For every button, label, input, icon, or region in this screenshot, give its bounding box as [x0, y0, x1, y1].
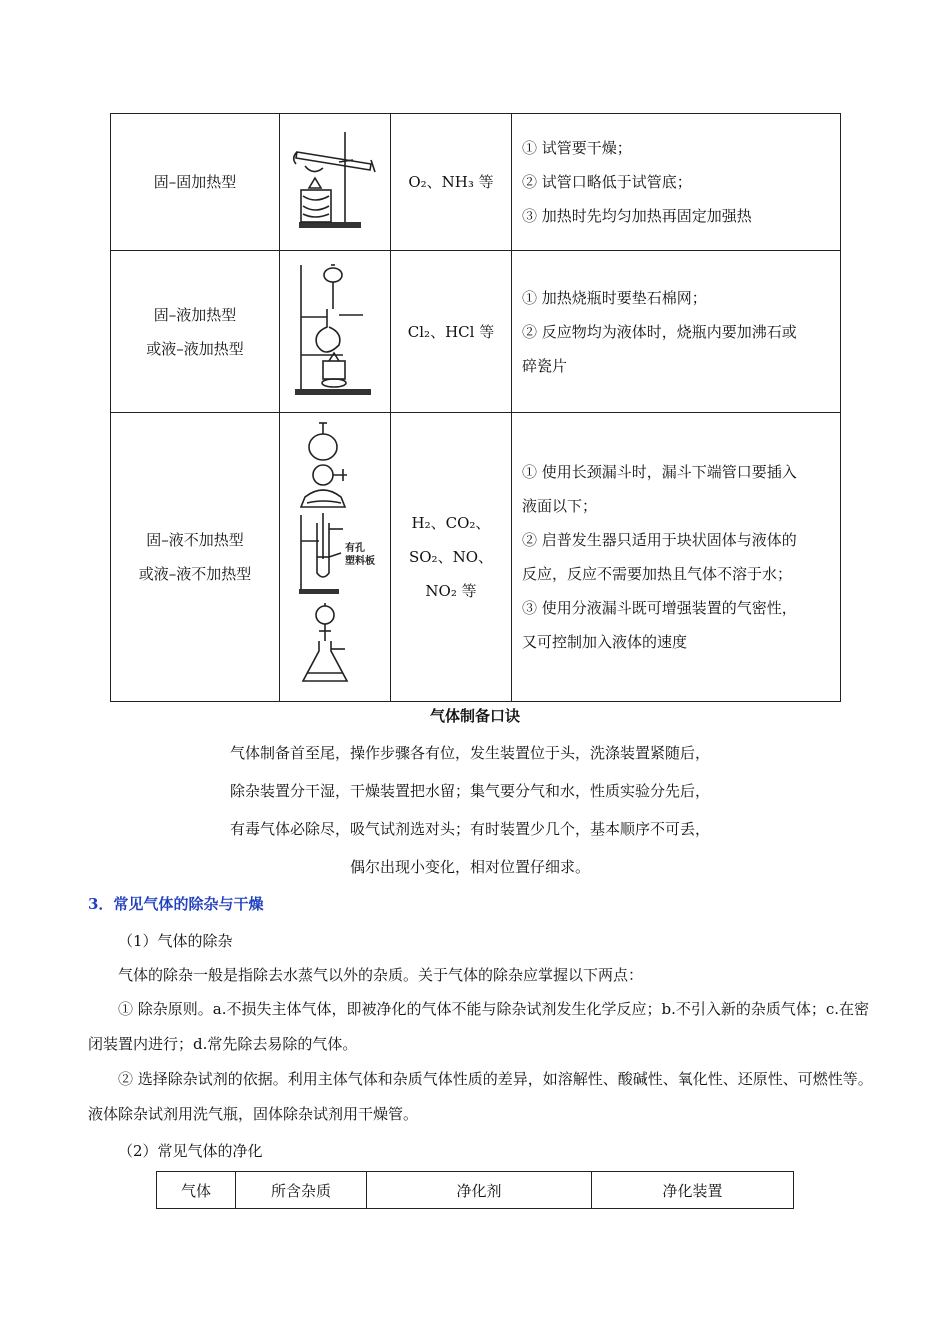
- gases-cell: [391, 114, 512, 251]
- note-line: 反应，反应不需要加热且气体不溶于水；: [522, 565, 793, 583]
- paragraph: 气体的除杂一般是指除去水蒸气以外的杂质。关于气体的除杂应掌握以下两点：: [118, 966, 644, 984]
- solid-solid-heating-apparatus-icon: [287, 126, 383, 238]
- subheading: （1）气体的除杂: [118, 932, 233, 950]
- rhyme-line: 偶尔出现小变化，相对位置仔细求。: [349, 858, 590, 876]
- rhyme-line: 除杂装置分干湿，干燥装置把水留；集气要分气和水，性质实验分先后，: [229, 782, 710, 800]
- notes-cell: [512, 114, 841, 251]
- table-row: [111, 413, 841, 702]
- notes-cell: [512, 251, 841, 413]
- gases-cell: [391, 413, 512, 702]
- column-header: 净化装置: [592, 1172, 794, 1209]
- table-row: [111, 114, 841, 251]
- apparatus-label: 塑料板: [345, 556, 375, 567]
- note-line: 碎瓷片: [522, 356, 568, 375]
- note-line: ③ 加热时先均匀加热再固定加强热: [522, 207, 752, 225]
- device-type-cell: [111, 413, 280, 702]
- note-line: ② 反应物均为液体时，烧瓶内要加沸石或: [522, 322, 797, 341]
- rhyme-line: 气体制备首至尾，操作步骤各有位，发生装置位于头，洗涤装置紧随后，: [229, 744, 710, 762]
- device-type-cell: [111, 114, 280, 251]
- column-header: 净化剂: [367, 1172, 592, 1209]
- column-header: 所含杂质: [236, 1172, 367, 1209]
- table-header-row: [157, 1172, 794, 1209]
- device-type-alt: 或液–液不加热型: [138, 565, 252, 583]
- apparatus-cell: [280, 251, 391, 413]
- note-line: ② 启普发生器只适用于块状固体与液体的: [522, 531, 797, 549]
- gas-preparation-table: [110, 113, 841, 702]
- device-type: 固–液加热型: [153, 305, 237, 324]
- solid-liquid-heating-apparatus-icon: [287, 257, 383, 407]
- gases-text: Cl₂、HCl 等: [407, 322, 495, 341]
- gases-text: NO₂ 等: [425, 582, 477, 600]
- apparatus-cell: [280, 413, 391, 702]
- rhyme-line: 有毒气体必除尽，吸气试剂选对头；有时装置少几个，基本顺序不可丢，: [229, 820, 710, 838]
- subheading: （2）常见气体的净化: [118, 1142, 263, 1160]
- solid-liquid-no-heating-apparatus-icon: [285, 419, 385, 695]
- table-row: [111, 251, 841, 413]
- gases-text: H₂、CO₂、: [411, 514, 491, 532]
- apparatus-label: 有孔: [345, 543, 365, 554]
- device-type-alt: 或液–液加热型: [146, 339, 244, 358]
- column-header: 气体: [157, 1172, 236, 1209]
- apparatus-cell: [280, 114, 391, 251]
- note-line: 又可控制加入液体的速度: [522, 633, 688, 651]
- paragraph: ② 选择除杂试剂的依据。利用主体气体和杂质气体性质的差异，如溶解性、酸碱性、氧化性、还原性、可燃性等。液体除杂试剂用洗气瓶，固体除杂试剂用干燥管。: [88, 1070, 873, 1123]
- gases-text: SO₂、NO、: [408, 548, 493, 566]
- gases-text: O₂、NH₃ 等: [408, 173, 494, 191]
- gases-cell: [391, 251, 512, 413]
- purification-table: [156, 1171, 794, 1209]
- device-type: 固–液不加热型: [146, 531, 244, 549]
- note-line: ② 试管口略低于试管底；: [522, 173, 692, 191]
- note-line: ③ 使用分液漏斗既可增强装置的气密性，: [522, 599, 797, 617]
- note-line: ① 加热烧瓶时要垫石棉网；: [522, 288, 707, 307]
- note-line: ① 使用长颈漏斗时，漏斗下端管口要插入: [522, 463, 797, 481]
- rhyme-title: 气体制备口诀: [429, 707, 520, 725]
- note-line: ① 试管要干燥；: [522, 139, 632, 157]
- section-heading: 3．常见气体的除杂与干燥: [88, 895, 264, 913]
- paragraph: ① 除杂原则。a.不损失主体气体，即被净化的气体不能与除杂试剂发生化学反应；b.不引入新的杂质气体；c.在密闭装置内进行；d.常先除去易除的气体。: [88, 1000, 870, 1053]
- notes-cell: [512, 413, 841, 702]
- device-type-cell: [111, 251, 280, 413]
- note-line: 液面以下；: [522, 497, 598, 515]
- device-type: 固–固加热型: [153, 173, 237, 191]
